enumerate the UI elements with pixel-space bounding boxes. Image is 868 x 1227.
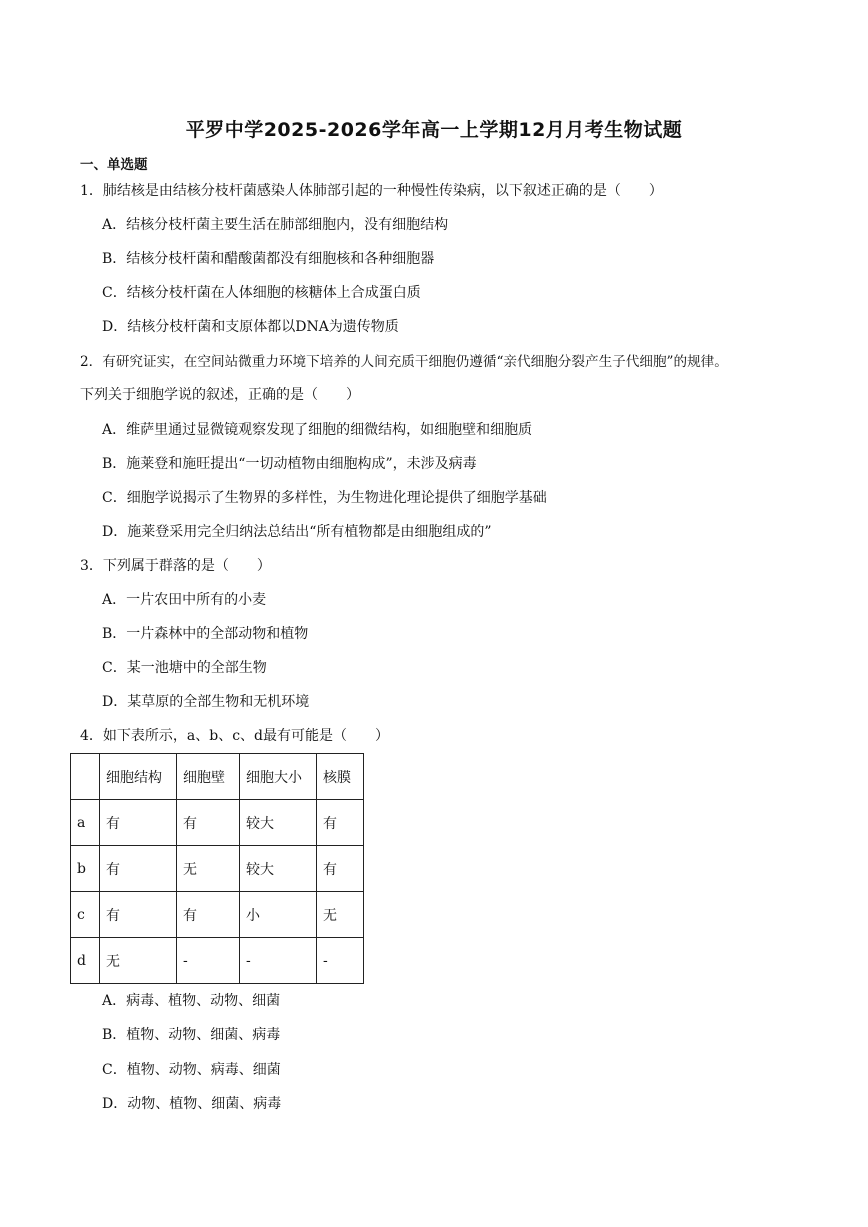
table-cell: 较大 [240,800,317,846]
table-header-row [71,754,364,800]
table-cell: 小 [240,892,317,938]
question-2-stem-line-2: 下列关于细胞学说的叙述，正确的是（ ） [80,387,360,403]
table-cell: 有 [100,846,177,892]
table-cell: 无 [317,892,364,938]
question-3-option-a: A．一片农田中所有的小麦 [102,592,267,608]
table-header-cell: 核膜 [317,754,364,800]
question-2-stem-line-1: 2．有研究证实，在空间站微重力环境下培养的人间充质干细胞仍遵循“亲代细胞分裂产生子代细胞”的规律。 [80,354,728,370]
table-header-cell: 细胞壁 [177,754,240,800]
table-cell: - [317,938,364,984]
question-3-stem: 3．下列属于群落的是（ ） [80,558,271,574]
question-1-option-a: A．结核分枝杆菌主要生活在肺部细胞内，没有细胞结构 [102,217,449,233]
question-2-option-a: A．维萨里通过显微镜观察发现了细胞的细微结构，如细胞壁和细胞质 [102,422,533,438]
table-cell: a [71,800,100,846]
table-cell: - [240,938,317,984]
table-cell: 无 [100,938,177,984]
question-3-option-c: C．某一池塘中的全部生物 [102,660,267,676]
table-cell: 有 [100,892,177,938]
table-header-cell: 细胞结构 [100,754,177,800]
cell-comparison-table [70,753,364,984]
question-4-option-a: A．病毒、植物、动物、细菌 [102,993,281,1009]
question-4-option-c: C．植物、动物、病毒、细菌 [102,1062,281,1078]
table-cell: 有 [100,800,177,846]
question-3-option-b: B．一片森林中的全部动物和植物 [102,626,309,642]
table-cell: 较大 [240,846,317,892]
question-1-option-d: D．结核分枝杆菌和支原体都以DNA为遗传物质 [102,319,399,335]
table-cell: b [71,846,100,892]
question-2-option-d: D．施莱登采用完全归纳法总结出“所有植物都是由细胞组成的” [102,524,492,540]
question-1-option-b: B．结核分枝杆菌和醋酸菌都没有细胞核和各种细胞器 [102,251,435,267]
question-4-stem: 4．如下表所示，a、b、c、d最有可能是（ ） [80,728,390,744]
question-2-option-b: B．施莱登和施旺提出“一切动植物由细胞构成”，未涉及病毒 [102,456,477,472]
table-cell: 有 [177,800,240,846]
table-row [71,892,364,938]
table-cell: d [71,938,100,984]
table-cell: 有 [317,800,364,846]
table-cell: 有 [177,892,240,938]
section-heading: 一、单选题 [80,157,148,173]
question-4-option-b: B．植物、动物、细菌、病毒 [102,1027,281,1043]
question-1-stem: 1．肺结核是由结核分枝杆菌感染人体肺部引起的一种慢性传染病，以下叙述正确的是（ ） [80,183,663,199]
question-1-option-c: C．结核分枝杆菌在人体细胞的核糖体上合成蛋白质 [102,285,421,301]
table-cell: - [177,938,240,984]
question-2-option-c: C．细胞学说揭示了生物界的多样性，为生物进化理论提供了细胞学基础 [102,490,547,506]
table-row [71,800,364,846]
page-title: 平罗中学2025-2026学年高一上学期12月月考生物试题 [185,119,683,141]
table-cell: c [71,892,100,938]
table-row [71,846,364,892]
table-cell: 有 [317,846,364,892]
question-4-option-d: D．动物、植物、细菌、病毒 [102,1096,282,1112]
table-cell: 无 [177,846,240,892]
question-3-option-d: D．某草原的全部生物和无机环境 [102,694,310,710]
table-row [71,938,364,984]
table-header-cell [71,754,100,800]
table-header-cell: 细胞大小 [240,754,317,800]
